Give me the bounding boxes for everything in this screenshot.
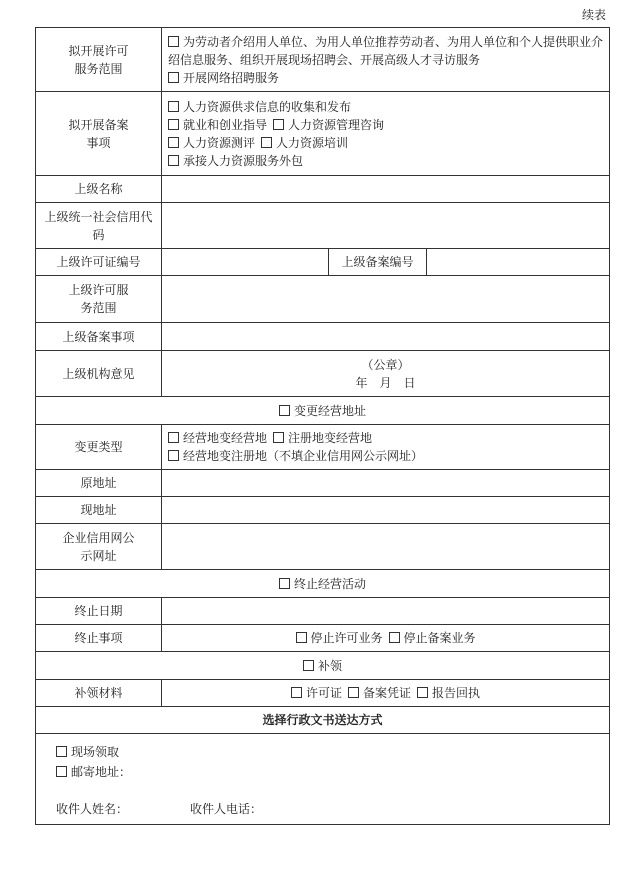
- delivery-body: [36, 734, 610, 825]
- checkbox[interactable]: [261, 137, 272, 148]
- current-address-label: 现地址: [36, 497, 162, 524]
- termination-date-row: [36, 598, 610, 625]
- termination-items-options: [162, 625, 610, 652]
- credit-website-label-text: 企业信用网公示网址: [62, 530, 135, 563]
- checkbox[interactable]: [56, 766, 67, 777]
- checkbox[interactable]: [389, 632, 400, 643]
- delivery-mail-option[interactable]: [56, 762, 591, 782]
- reissue-option-text: 许可证: [305, 686, 342, 700]
- change-type-option-biz-to-reg[interactable]: [168, 449, 423, 463]
- termination-date-label: 终止日期: [36, 598, 162, 625]
- current-address-field[interactable]: [162, 497, 610, 524]
- change-type-option-biz-to-biz[interactable]: [168, 431, 267, 445]
- filing-option-hr-assessment[interactable]: [168, 136, 255, 150]
- superior-filing-no-field[interactable]: [427, 249, 610, 276]
- superior-numbers-row: [36, 249, 610, 276]
- superior-name-label: 上级名称: [36, 176, 162, 203]
- superior-opinion-label: 上级机构意见: [36, 351, 162, 397]
- checkbox[interactable]: [168, 155, 179, 166]
- checkbox[interactable]: [417, 687, 428, 698]
- scope-option-online[interactable]: [168, 69, 603, 87]
- filing-option-hr-consulting[interactable]: [273, 118, 384, 132]
- superior-credit-code-field[interactable]: [162, 203, 610, 249]
- continued-label: 续表: [581, 8, 606, 22]
- checkbox[interactable]: [168, 137, 179, 148]
- checkbox[interactable]: [273, 432, 284, 443]
- reissue-option-text: 报告回执: [432, 686, 481, 700]
- termination-date-field[interactable]: [162, 598, 610, 625]
- delivery-onsite-text: 现场领取: [71, 745, 120, 759]
- checkbox[interactable]: [168, 119, 179, 130]
- original-address-label: 原地址: [36, 470, 162, 497]
- reissue-section-row: [36, 652, 610, 680]
- termination-section-title: 终止经营活动: [294, 576, 367, 591]
- filing-option-text: 就业和创业指导: [183, 117, 268, 132]
- scope-row: [36, 28, 610, 92]
- checkbox[interactable]: [168, 36, 179, 47]
- change-type-option-text: 经营地变注册地（不填企业信用网公示网址）: [183, 449, 424, 463]
- filing-option-text: 承接人力资源服务外包: [183, 153, 304, 168]
- checkbox[interactable]: [168, 101, 179, 112]
- credit-website-row: [36, 524, 610, 570]
- checkbox[interactable]: [56, 746, 67, 757]
- superior-name-row: [36, 176, 610, 203]
- change-type-option-text: 经营地变经营地: [183, 431, 268, 445]
- filing-options: [162, 92, 610, 176]
- address-change-section[interactable]: [36, 397, 610, 425]
- filing-option-hr-training[interactable]: [261, 136, 348, 150]
- superior-opinion-row: [36, 351, 610, 397]
- seal-text: （公章）: [361, 357, 410, 372]
- superior-credit-code-row: [36, 203, 610, 249]
- checkbox[interactable]: [168, 450, 179, 461]
- superior-license-scope-label: [36, 276, 162, 323]
- recipient-name-field[interactable]: 收件人姓名：: [56, 802, 129, 816]
- filing-option-supply-demand[interactable]: [168, 100, 351, 114]
- checkbox[interactable]: [273, 119, 284, 130]
- checkbox[interactable]: [291, 687, 302, 698]
- change-type-options: [162, 425, 610, 470]
- scope-label: [36, 28, 162, 92]
- scope-option-placement-text: 为劳动者介绍用人单位、为用人单位推荐劳动者、为用人单位和个人提供职业介绍信息服务、组织开展现场招聘会、开展高级人才寻访服务: [168, 34, 604, 67]
- current-address-row: [36, 497, 610, 524]
- scope-option-placement[interactable]: [168, 33, 603, 69]
- filing-option-text: 人力资源供求信息的收集和发布: [183, 99, 352, 114]
- reissue-materials-label: 补领材料: [36, 680, 162, 707]
- delivery-title-row: [36, 707, 610, 734]
- reissue-section[interactable]: [36, 652, 610, 680]
- termination-items-label: 终止事项: [36, 625, 162, 652]
- termination-option-text: 停止许可业务: [310, 631, 383, 645]
- filing-row: [36, 92, 610, 176]
- credit-website-label: [36, 524, 162, 570]
- checkbox[interactable]: [348, 687, 359, 698]
- filing-option-outsourcing[interactable]: [168, 154, 303, 168]
- superior-license-scope-label-text: 上级许可服务范围: [68, 283, 129, 315]
- checkbox[interactable]: [279, 578, 290, 589]
- change-type-option-reg-to-biz[interactable]: [273, 431, 372, 445]
- change-type-row: [36, 425, 610, 470]
- address-change-section-title: 变更经营地址: [294, 403, 367, 418]
- scope-label-text: 拟开展许可服务范围: [68, 43, 129, 76]
- superior-filing-items-row: [36, 323, 610, 351]
- original-address-field[interactable]: [162, 470, 610, 497]
- reissue-option-license[interactable]: [291, 686, 342, 700]
- reissue-option-text: 备案凭证: [363, 686, 412, 700]
- superior-filing-items-field[interactable]: [162, 323, 610, 351]
- scope-options: [162, 28, 610, 92]
- delivery-body-row: [36, 734, 610, 825]
- scope-option-online-text: 开展网络招聘服务: [183, 70, 280, 85]
- superior-license-no-field[interactable]: [162, 249, 329, 276]
- filing-label: [36, 92, 162, 176]
- checkbox[interactable]: [296, 632, 307, 643]
- recipient-phone-field[interactable]: 收件人电话：: [190, 802, 263, 816]
- reissue-option-receipt[interactable]: [417, 686, 480, 700]
- superior-filing-items-label: 上级备案事项: [36, 323, 162, 351]
- termination-items-row: [36, 625, 610, 652]
- termination-option-license[interactable]: [296, 631, 383, 645]
- reissue-section-title: 补领: [318, 658, 343, 673]
- filing-option-text: 人力资源管理咨询: [288, 117, 385, 132]
- address-change-section-row: [36, 397, 610, 425]
- superior-opinion-field[interactable]: [162, 351, 610, 397]
- checkbox[interactable]: [279, 405, 290, 416]
- superior-filing-no-label: 上级备案编号: [329, 249, 427, 276]
- checkbox[interactable]: [303, 660, 314, 671]
- delivery-onsite-option[interactable]: [56, 742, 591, 762]
- change-type-option-text: 注册地变经营地: [288, 431, 373, 445]
- superior-license-scope-field[interactable]: [162, 276, 610, 323]
- filing-option-employment-guidance[interactable]: [168, 118, 267, 132]
- reissue-option-filing-cert[interactable]: [348, 686, 411, 700]
- superior-name-field[interactable]: [162, 176, 610, 203]
- filing-option-text: 人力资源培训: [276, 135, 349, 150]
- superior-license-no-label: 上级许可证编号: [36, 249, 162, 276]
- termination-option-filing[interactable]: [389, 631, 476, 645]
- delivery-title: 选择行政文书送达方式: [36, 707, 610, 734]
- application-form-table: [35, 27, 610, 825]
- delivery-mail-text: 邮寄地址：: [71, 765, 132, 779]
- termination-option-text: 停止备案业务: [403, 631, 476, 645]
- filing-label-text: 拟开展备案事项: [68, 117, 129, 150]
- credit-website-field[interactable]: [162, 524, 610, 570]
- checkbox[interactable]: [168, 432, 179, 443]
- change-type-label: 变更类型: [36, 425, 162, 470]
- superior-credit-code-label: 上级统一社会信用代码: [36, 203, 162, 249]
- reissue-materials-row: [36, 680, 610, 707]
- checkbox[interactable]: [168, 72, 179, 83]
- opinion-date: 年 月 日: [355, 375, 416, 390]
- original-address-row: [36, 470, 610, 497]
- termination-section-row: [36, 570, 610, 598]
- reissue-materials-options: [162, 680, 610, 707]
- filing-option-text: 人力资源测评: [183, 135, 256, 150]
- termination-section[interactable]: [36, 570, 610, 598]
- superior-license-scope-row: [36, 276, 610, 323]
